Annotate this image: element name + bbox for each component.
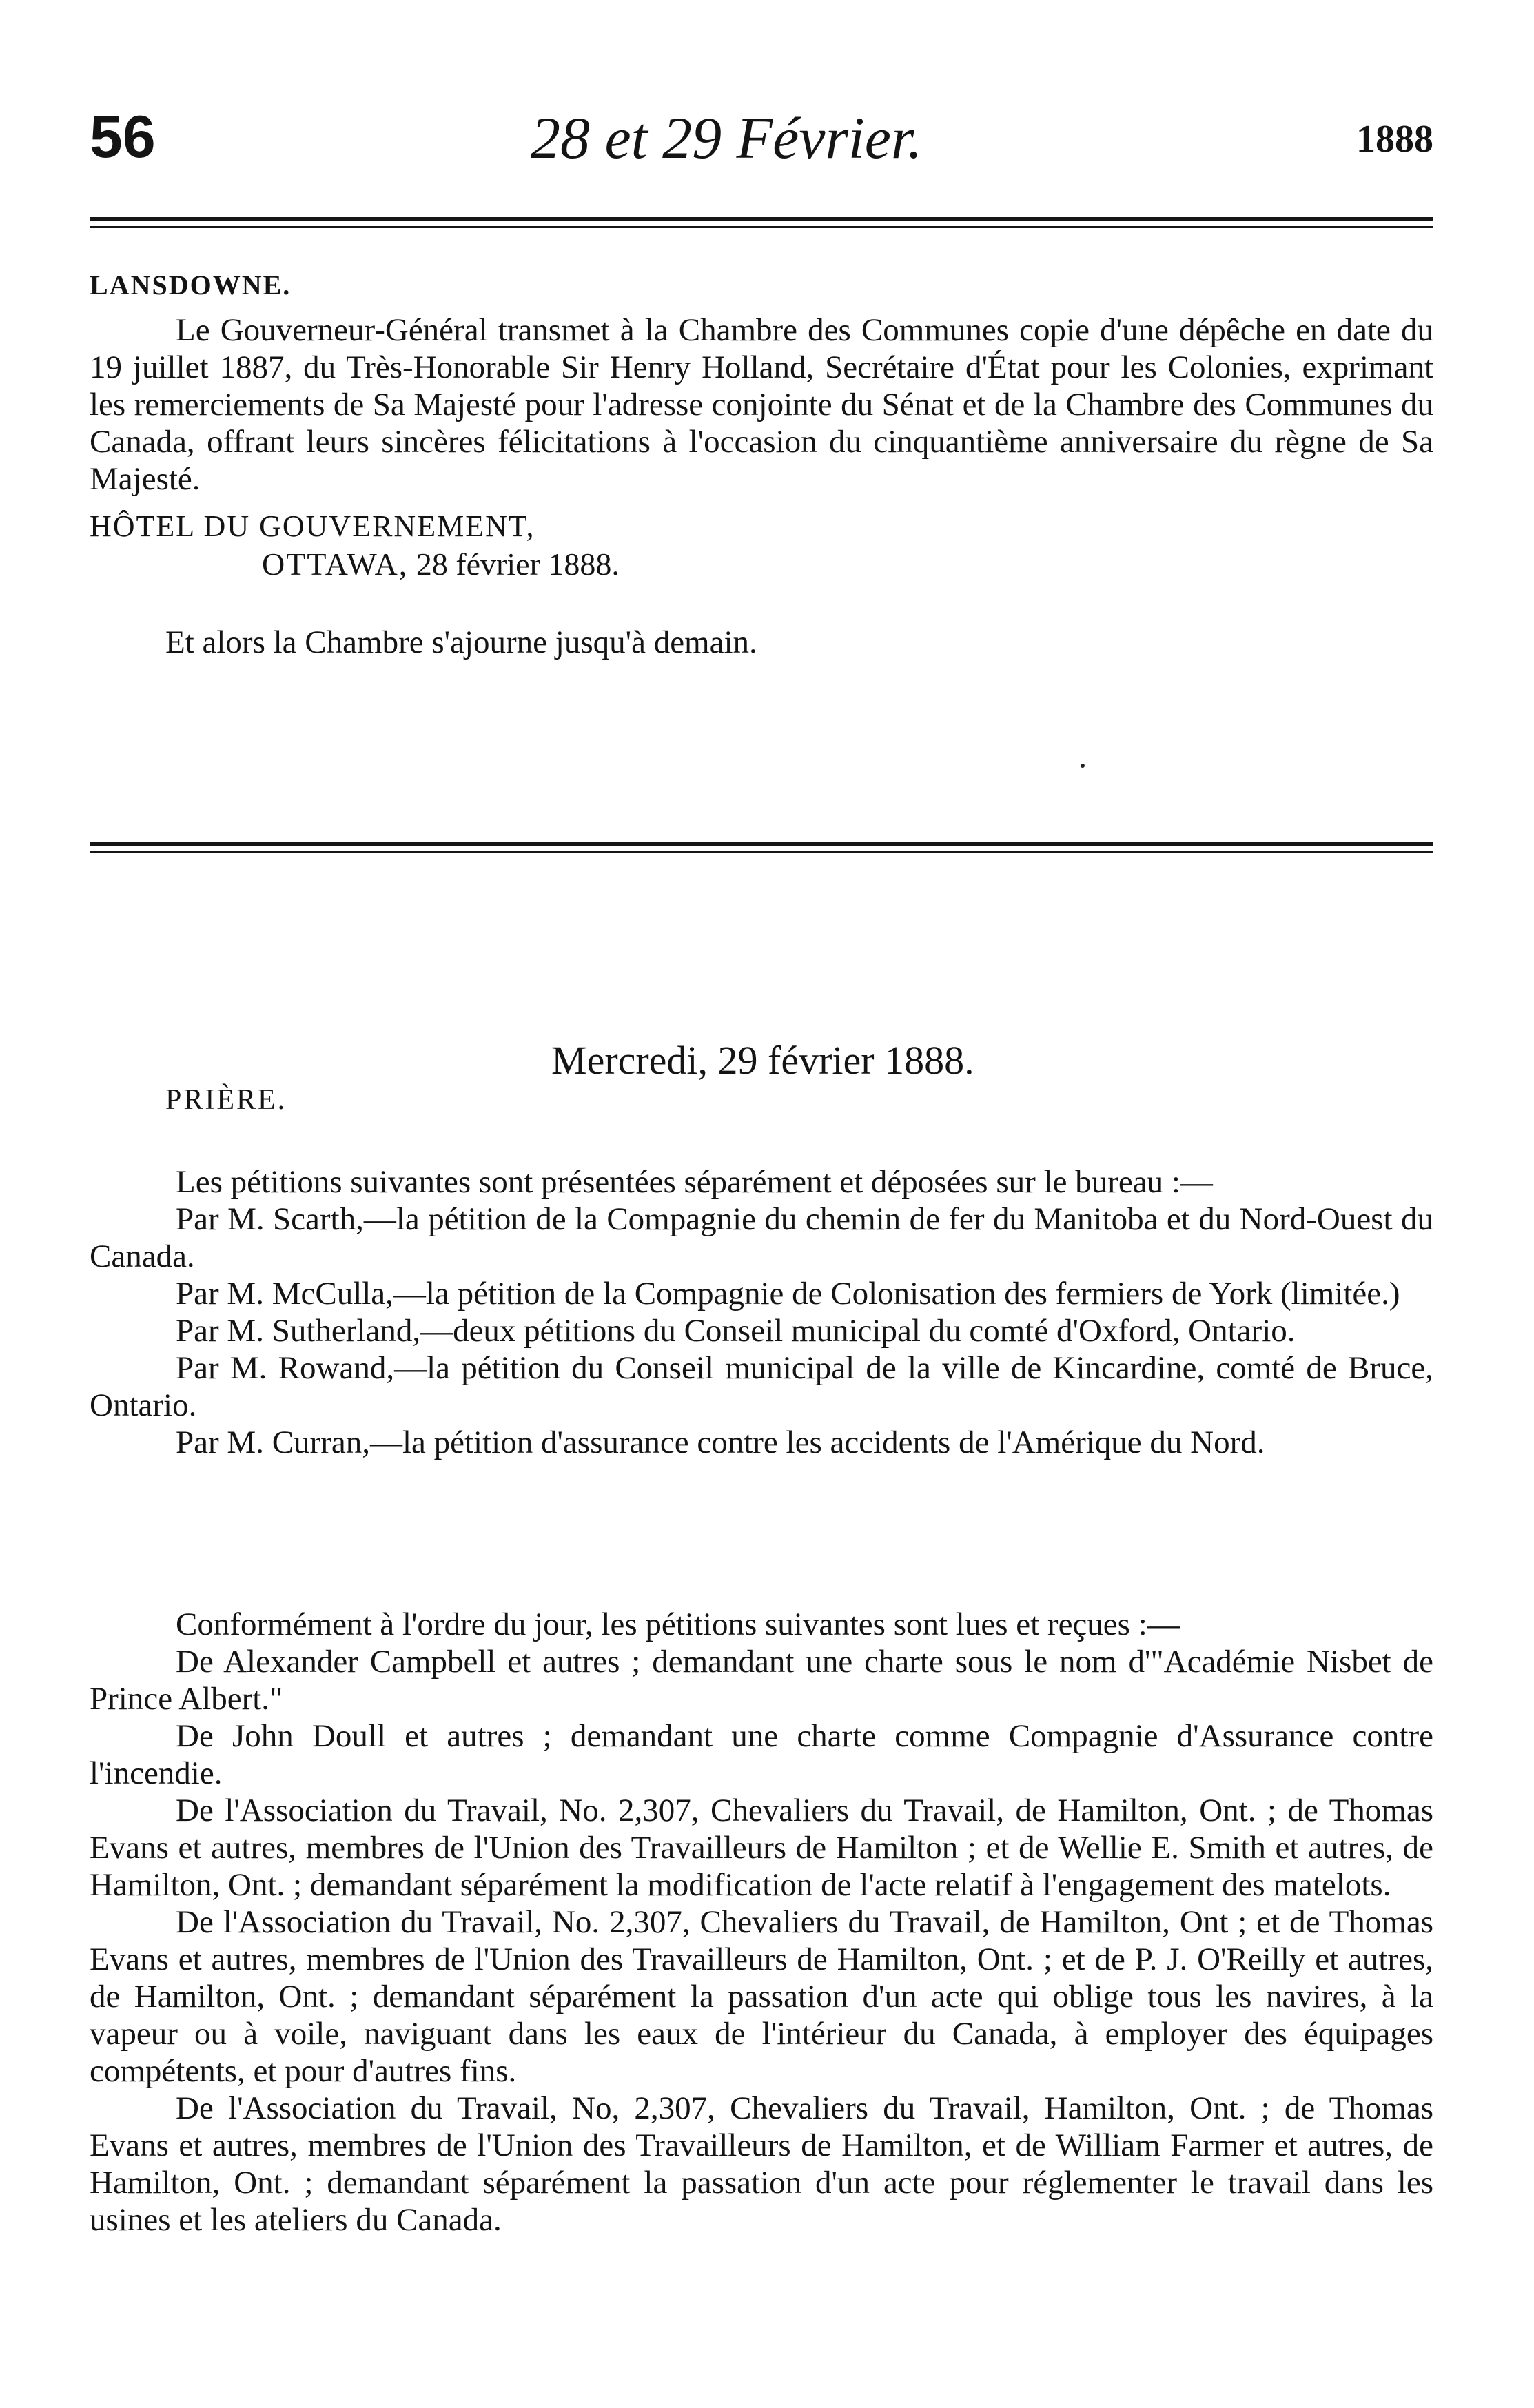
priere-label: PRIÈRE. [165, 1084, 287, 1116]
adjournment-line: Et alors la Chambre s'ajourne jusqu'à demain. [165, 624, 757, 660]
header-rule [90, 217, 1433, 228]
place-date-line [262, 546, 620, 582]
petition-read-item: De l'Association du Travail, No. 2,307, Chevaliers du Travail, de Hamilton, Ont. ; de Thomas Evans et autres, membres de l'Union des Travailleurs de Hamilton ; et de Wellie E. Smith et autres, de Hamilton, Ont. ; demandant séparément la modification de l'acte relatif à l'engagement des matelots. [90, 1793, 1433, 1903]
petition-read-item: De John Doull et autres ; demandant une charte comme Compagnie d'Assurance contre l'incendie. [90, 1718, 1433, 1791]
petition-item: Par M. Sutherland,—deux pétitions du Conseil municipal du comté d'Oxford, Ontario. [176, 1313, 1296, 1349]
place-ottawa: OTTAWA, [262, 547, 409, 582]
stray-mark [1081, 764, 1085, 768]
petition-read-item: De l'Association du Travail, No. 2,307, Chevaliers du Travail, de Hamilton, Ont ; et de Thomas Evans et autres, membres de l'Union des Travailleurs de Hamilton, Ont. ; et de P. J. O'Reilly et autres, de Hamilton, Ont. ; demandant séparément la passation d'un acte qui oblige tous les navires, à la vapeur ou à voile, naviguant dans les eaux de l'intérieur du Canada, à employer des équipages compétents, et pour d'autres fins. [90, 1904, 1433, 2089]
sitting-date-heading: Mercredi, 29 février 1888. [551, 1038, 974, 1083]
page-title: 28 et 29 Février. [531, 105, 923, 171]
running-head [90, 103, 1433, 179]
petition-item: Par M. Scarth,—la pétition de la Compagnie du chemin de fer du Manitoba et du Nord-Ouest du Canada. [90, 1201, 1433, 1274]
signature-lansdowne: LANSDOWNE. [90, 269, 292, 300]
petitions-presented [90, 1163, 1433, 1461]
petition-read-item: De Alexander Campbell et autres ; demandant une charte sous le nom d'"Académie Nisbet de Prince Albert." [90, 1644, 1433, 1717]
header-year: 1888 [1356, 118, 1433, 161]
page-number: 56 [90, 104, 156, 170]
section-rule [90, 842, 1433, 853]
hotel-du-gouvernement: HÔTEL DU GOUVERNEMENT, [90, 509, 535, 543]
petition-item: Par M. McCulla,—la pétition de la Compagnie de Colonisation des fermiers de York (limitée.) [176, 1276, 1400, 1312]
petitions-intro: Les pétitions suivantes sont présentées séparément et déposées sur le bureau :— [176, 1164, 1213, 1200]
petition-item: Par M. Curran,—la pétition d'assurance contre les accidents de l'Amérique du Nord. [176, 1425, 1265, 1460]
petition-read-item: De l'Association du Travail, No, 2,307, Chevaliers du Travail, Hamilton, Ont. ; de Thomas Evans et autres, membres de l'Union des Travailleurs de Hamilton, et de William Farmer et autres, de Hamilton, Ont. ; demandant séparément la passation d'un acte pour réglementer le travail dans les usines et les ateliers du Canada. [90, 2090, 1433, 2238]
date-28-fevrier: 28 février 1888. [416, 547, 620, 582]
governor-message-text: Le Gouverneur-Général transmet à la Chambre des Communes copie d'une dépêche en date du 19 juillet 1887, du Très-Honorable Sir Henry Holland, Secrétaire d'État pour les Colonies, exprimant les remerciements de Sa Majesté pour l'adresse conjointe du Sénat et de la Chambre des Communes du Canada, offrant leurs sincères félicitations à l'occasion du cinquantième anniversaire du règne de Sa Majesté. [90, 312, 1433, 497]
petitions-read-intro: Conformément à l'ordre du jour, les pétitions suivantes sont lues et reçues :— [176, 1606, 1180, 1642]
petition-item: Par M. Rowand,—la pétition du Conseil municipal de la ville de Kincardine, comté de Bruce, Ontario. [90, 1350, 1433, 1423]
governor-message [90, 312, 1433, 498]
petitions-read [90, 1606, 1433, 2238]
